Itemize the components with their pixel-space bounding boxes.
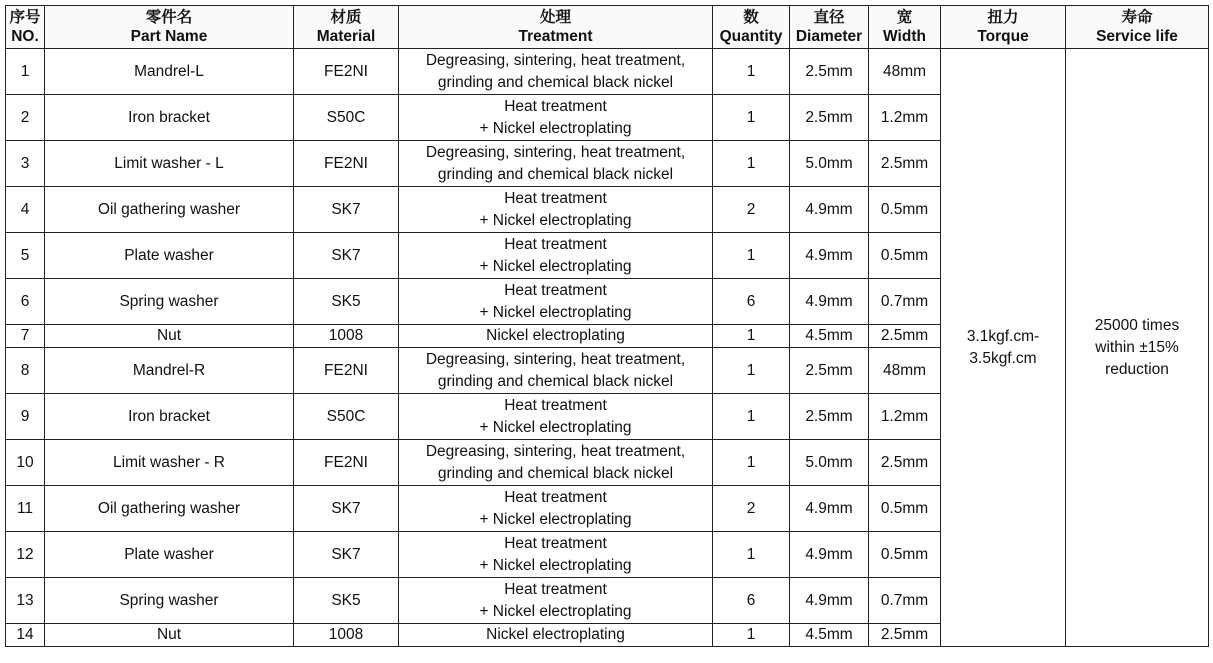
cell-no: 6: [6, 279, 45, 325]
cell-treatment: [399, 348, 713, 394]
cell-material: 1008: [294, 624, 399, 647]
cell-width: 0.5mm: [869, 233, 941, 279]
treatment-line: + Nickel electroplating: [479, 602, 632, 620]
cell-treatment: [399, 440, 713, 486]
cell-diameter: 2.5mm: [790, 348, 869, 394]
cell-material: SK5: [294, 578, 399, 624]
header-en: Material: [316, 28, 376, 45]
cell-quantity: 6: [713, 578, 790, 624]
cell-material: S50C: [294, 95, 399, 141]
treatment-line: Degreasing, sintering, heat treatment,: [425, 442, 686, 460]
cell-treatment: [399, 95, 713, 141]
treatment-line: Heat treatment: [504, 235, 607, 253]
header-col-treatment: [399, 6, 713, 49]
cell-no: 11: [6, 486, 45, 532]
treatment-line: + Nickel electroplating: [479, 510, 632, 528]
header-en: Service life: [1096, 28, 1178, 45]
treatment-line: + Nickel electroplating: [479, 303, 632, 321]
cell-diameter: 4.9mm: [790, 486, 869, 532]
treatment-line: Heat treatment: [504, 396, 607, 414]
cell-no: 12: [6, 532, 45, 578]
cell-treatment: [399, 49, 713, 95]
cell-part-name: Iron bracket: [45, 394, 294, 440]
cell-service-life: [1066, 49, 1209, 647]
cell-material: FE2NI: [294, 141, 399, 187]
cell-part-name: Limit washer - R: [45, 440, 294, 486]
header-zh: 直径: [813, 9, 845, 26]
cell-diameter: 2.5mm: [790, 394, 869, 440]
cell-width: 48mm: [869, 348, 941, 394]
treatment-line: Heat treatment: [504, 281, 607, 299]
table-row: [6, 49, 1209, 95]
cell-diameter: 4.5mm: [790, 624, 869, 647]
torque-line: 3.5kgf.cm: [969, 349, 1037, 367]
cell-quantity: 6: [713, 279, 790, 325]
header-zh: 序号: [9, 9, 41, 26]
header-en: Torque: [977, 28, 1029, 45]
cell-width: 48mm: [869, 49, 941, 95]
cell-quantity: 1: [713, 95, 790, 141]
header-col-width: [869, 6, 941, 49]
treatment-line: grinding and chemical black nickel: [437, 464, 674, 482]
treatment-line: + Nickel electroplating: [479, 556, 632, 574]
cell-diameter: 4.9mm: [790, 279, 869, 325]
cell-quantity: 1: [713, 49, 790, 95]
cell-no: 8: [6, 348, 45, 394]
cell-material: SK7: [294, 532, 399, 578]
cell-width: 0.5mm: [869, 532, 941, 578]
treatment-line: Heat treatment: [504, 534, 607, 552]
treatment-line: Heat treatment: [504, 189, 607, 207]
cell-quantity: 2: [713, 187, 790, 233]
treatment-line: + Nickel electroplating: [479, 257, 632, 275]
header-zh: 材质: [330, 9, 362, 26]
cell-diameter: 4.9mm: [790, 187, 869, 233]
header-row: [6, 6, 1209, 49]
header-zh: 宽: [896, 9, 913, 26]
cell-width: 2.5mm: [869, 141, 941, 187]
cell-part-name: Iron bracket: [45, 95, 294, 141]
parts-table: [5, 5, 1209, 647]
cell-diameter: 4.9mm: [790, 578, 869, 624]
cell-no: 3: [6, 141, 45, 187]
cell-width: 2.5mm: [869, 440, 941, 486]
cell-part-name: Mandrel-R: [45, 348, 294, 394]
treatment-line: grinding and chemical black nickel: [437, 73, 674, 91]
cell-quantity: 1: [713, 532, 790, 578]
header-en: NO.: [11, 28, 39, 45]
cell-diameter: 4.5mm: [790, 325, 869, 348]
cell-material: SK7: [294, 486, 399, 532]
cell-no: 2: [6, 95, 45, 141]
header-zh: 寿命: [1121, 9, 1153, 26]
header-zh: 数: [743, 9, 759, 26]
cell-width: 0.7mm: [869, 279, 941, 325]
header-en: Quantity: [719, 28, 783, 45]
cell-material: 1008: [294, 325, 399, 348]
cell-material: SK7: [294, 187, 399, 233]
cell-width: 2.5mm: [869, 325, 941, 348]
cell-width: 0.7mm: [869, 578, 941, 624]
cell-diameter: 4.9mm: [790, 532, 869, 578]
cell-treatment: [399, 141, 713, 187]
header-col-no: [6, 6, 45, 49]
header-col-quantity: [713, 6, 790, 49]
header-en: Part Name: [130, 28, 208, 45]
header-en: Width: [883, 28, 926, 45]
cell-part-name: Spring washer: [45, 578, 294, 624]
header-zh: 扭力: [987, 9, 1019, 26]
cell-part-name: Spring washer: [45, 279, 294, 325]
cell-treatment: [399, 187, 713, 233]
cell-material: FE2NI: [294, 440, 399, 486]
cell-no: 1: [6, 49, 45, 95]
treatment-line: Heat treatment: [504, 488, 607, 506]
treatment-line: Degreasing, sintering, heat treatment,: [425, 350, 686, 368]
cell-quantity: 1: [713, 624, 790, 647]
treatment-line: Heat treatment: [504, 580, 607, 598]
header-col-material: [294, 6, 399, 49]
cell-no: 7: [6, 325, 45, 348]
cell-treatment: [399, 624, 713, 647]
header-en: Diameter: [795, 28, 863, 45]
cell-quantity: 1: [713, 440, 790, 486]
cell-material: FE2NI: [294, 49, 399, 95]
cell-part-name: Oil gathering washer: [45, 486, 294, 532]
service-life-line: 25000 times: [1094, 316, 1180, 334]
cell-material: SK5: [294, 279, 399, 325]
treatment-line: Degreasing, sintering, heat treatment,: [425, 51, 686, 69]
header-zh: 零件名: [145, 9, 193, 26]
header-col-service-life: [1066, 6, 1209, 49]
header-en: Treatment: [518, 28, 593, 45]
cell-treatment: [399, 532, 713, 578]
cell-quantity: 1: [713, 348, 790, 394]
cell-diameter: 5.0mm: [790, 440, 869, 486]
torque-line: 3.1kgf.cm-: [966, 327, 1040, 345]
treatment-line: Degreasing, sintering, heat treatment,: [425, 143, 686, 161]
cell-diameter: 2.5mm: [790, 95, 869, 141]
treatment-line: + Nickel electroplating: [479, 119, 632, 137]
service-life-line: within ±15%: [1095, 338, 1179, 356]
cell-quantity: 1: [713, 233, 790, 279]
cell-treatment: [399, 486, 713, 532]
treatment-line: grinding and chemical black nickel: [437, 165, 674, 183]
cell-treatment: [399, 233, 713, 279]
cell-material: S50C: [294, 394, 399, 440]
cell-no: 10: [6, 440, 45, 486]
cell-no: 5: [6, 233, 45, 279]
cell-diameter: 5.0mm: [790, 141, 869, 187]
cell-part-name: Oil gathering washer: [45, 187, 294, 233]
cell-no: 13: [6, 578, 45, 624]
treatment-line: Heat treatment: [504, 97, 607, 115]
header-col-torque: [941, 6, 1066, 49]
treatment-line: Nickel electroplating: [486, 327, 625, 344]
treatment-line: Nickel electroplating: [486, 626, 625, 643]
cell-width: 0.5mm: [869, 187, 941, 233]
cell-quantity: 2: [713, 486, 790, 532]
cell-part-name: Plate washer: [45, 532, 294, 578]
cell-part-name: Mandrel-L: [45, 49, 294, 95]
cell-quantity: 1: [713, 141, 790, 187]
cell-material: FE2NI: [294, 348, 399, 394]
cell-material: SK7: [294, 233, 399, 279]
cell-part-name: Nut: [45, 325, 294, 348]
cell-no: 14: [6, 624, 45, 647]
cell-part-name: Nut: [45, 624, 294, 647]
treatment-line: + Nickel electroplating: [479, 211, 632, 229]
cell-treatment: [399, 325, 713, 348]
cell-part-name: Plate washer: [45, 233, 294, 279]
cell-torque: [941, 49, 1066, 647]
cell-no: 9: [6, 394, 45, 440]
treatment-line: grinding and chemical black nickel: [437, 372, 674, 390]
cell-width: 2.5mm: [869, 624, 941, 647]
cell-treatment: [399, 394, 713, 440]
header-zh: 处理: [539, 9, 571, 26]
cell-width: 1.2mm: [869, 394, 941, 440]
header-col-part-name: [45, 6, 294, 49]
cell-quantity: 1: [713, 394, 790, 440]
cell-diameter: 2.5mm: [790, 49, 869, 95]
cell-width: 1.2mm: [869, 95, 941, 141]
service-life-line: reduction: [1105, 360, 1169, 378]
cell-no: 4: [6, 187, 45, 233]
cell-width: 0.5mm: [869, 486, 941, 532]
cell-treatment: [399, 578, 713, 624]
cell-diameter: 4.9mm: [790, 233, 869, 279]
header-col-diameter: [790, 6, 869, 49]
cell-quantity: 1: [713, 325, 790, 348]
treatment-line: + Nickel electroplating: [479, 418, 632, 436]
cell-part-name: Limit washer - L: [45, 141, 294, 187]
cell-treatment: [399, 279, 713, 325]
